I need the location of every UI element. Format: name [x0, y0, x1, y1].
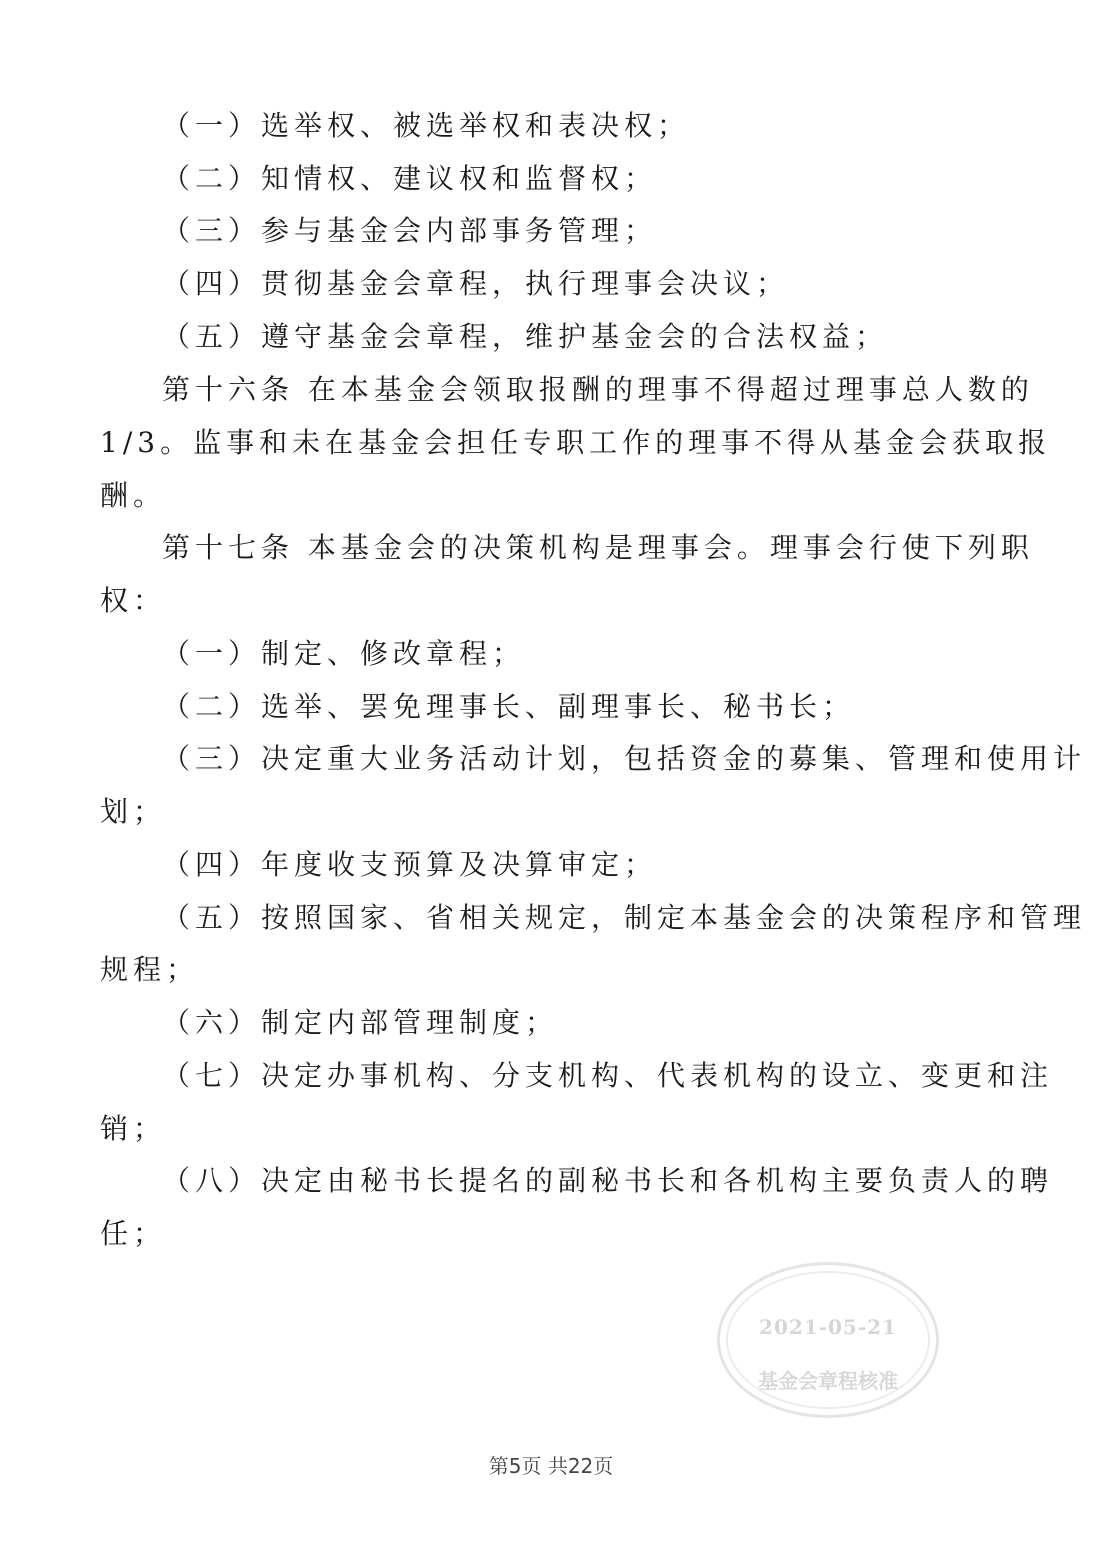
approval-stamp: [717, 1262, 939, 1418]
text-line: （三）参与基金会内部事务管理；: [162, 214, 658, 247]
text-line: 1/3。监事和未在基金会担任专职工作的理事不得从基金会获取报: [100, 426, 1052, 459]
stamp-text: 基金会章程核准: [758, 1369, 898, 1393]
text-line: （四）贯彻基金会章程，执行理事会决议；: [162, 267, 790, 300]
stamp-date: 2021-05-21: [759, 1315, 897, 1339]
text-line: （一）制定、修改章程；: [162, 637, 526, 670]
text-line: 权：: [100, 584, 167, 617]
text-line: （六）制定内部管理制度；: [162, 1006, 559, 1039]
text-line: 规程；: [100, 953, 200, 986]
text-line: 划；: [100, 795, 167, 828]
text-line: （七）决定办事机构、分支机构、代表机构的设立、变更和注: [162, 1059, 1054, 1092]
text-line: （一）选举权、被选举权和表决权；: [162, 109, 691, 142]
text-line: （二）选举、罢免理事长、副理事长、秘书长；: [162, 690, 856, 723]
text-line: 第十七条 本基金会的决策机构是理事会。理事会行使下列职: [162, 531, 1034, 564]
text-line: （五）按照国家、省相关规定，制定本基金会的决策程序和管理: [162, 901, 1087, 934]
text-line: 任；: [100, 1217, 167, 1250]
text-line: 销；: [100, 1112, 167, 1145]
text-line: （二）知情权、建议权和监督权；: [162, 162, 658, 195]
page-number: 第5页 共22页: [488, 1454, 614, 1478]
text-line: 酬。: [100, 479, 167, 512]
text-line: 第十六条 在本基金会领取报酬的理事不得超过理事总人数的: [162, 373, 1034, 406]
text-line: （三）决定重大业务活动计划，包括资金的募集、管理和使用计: [162, 742, 1087, 775]
text-line: （五）遵守基金会章程，维护基金会的合法权益；: [162, 320, 889, 353]
text-line: （八）决定由秘书长提名的副秘书长和各机构主要负责人的聘: [162, 1164, 1054, 1197]
text-line: （四）年度收支预算及决算审定；: [162, 848, 658, 881]
